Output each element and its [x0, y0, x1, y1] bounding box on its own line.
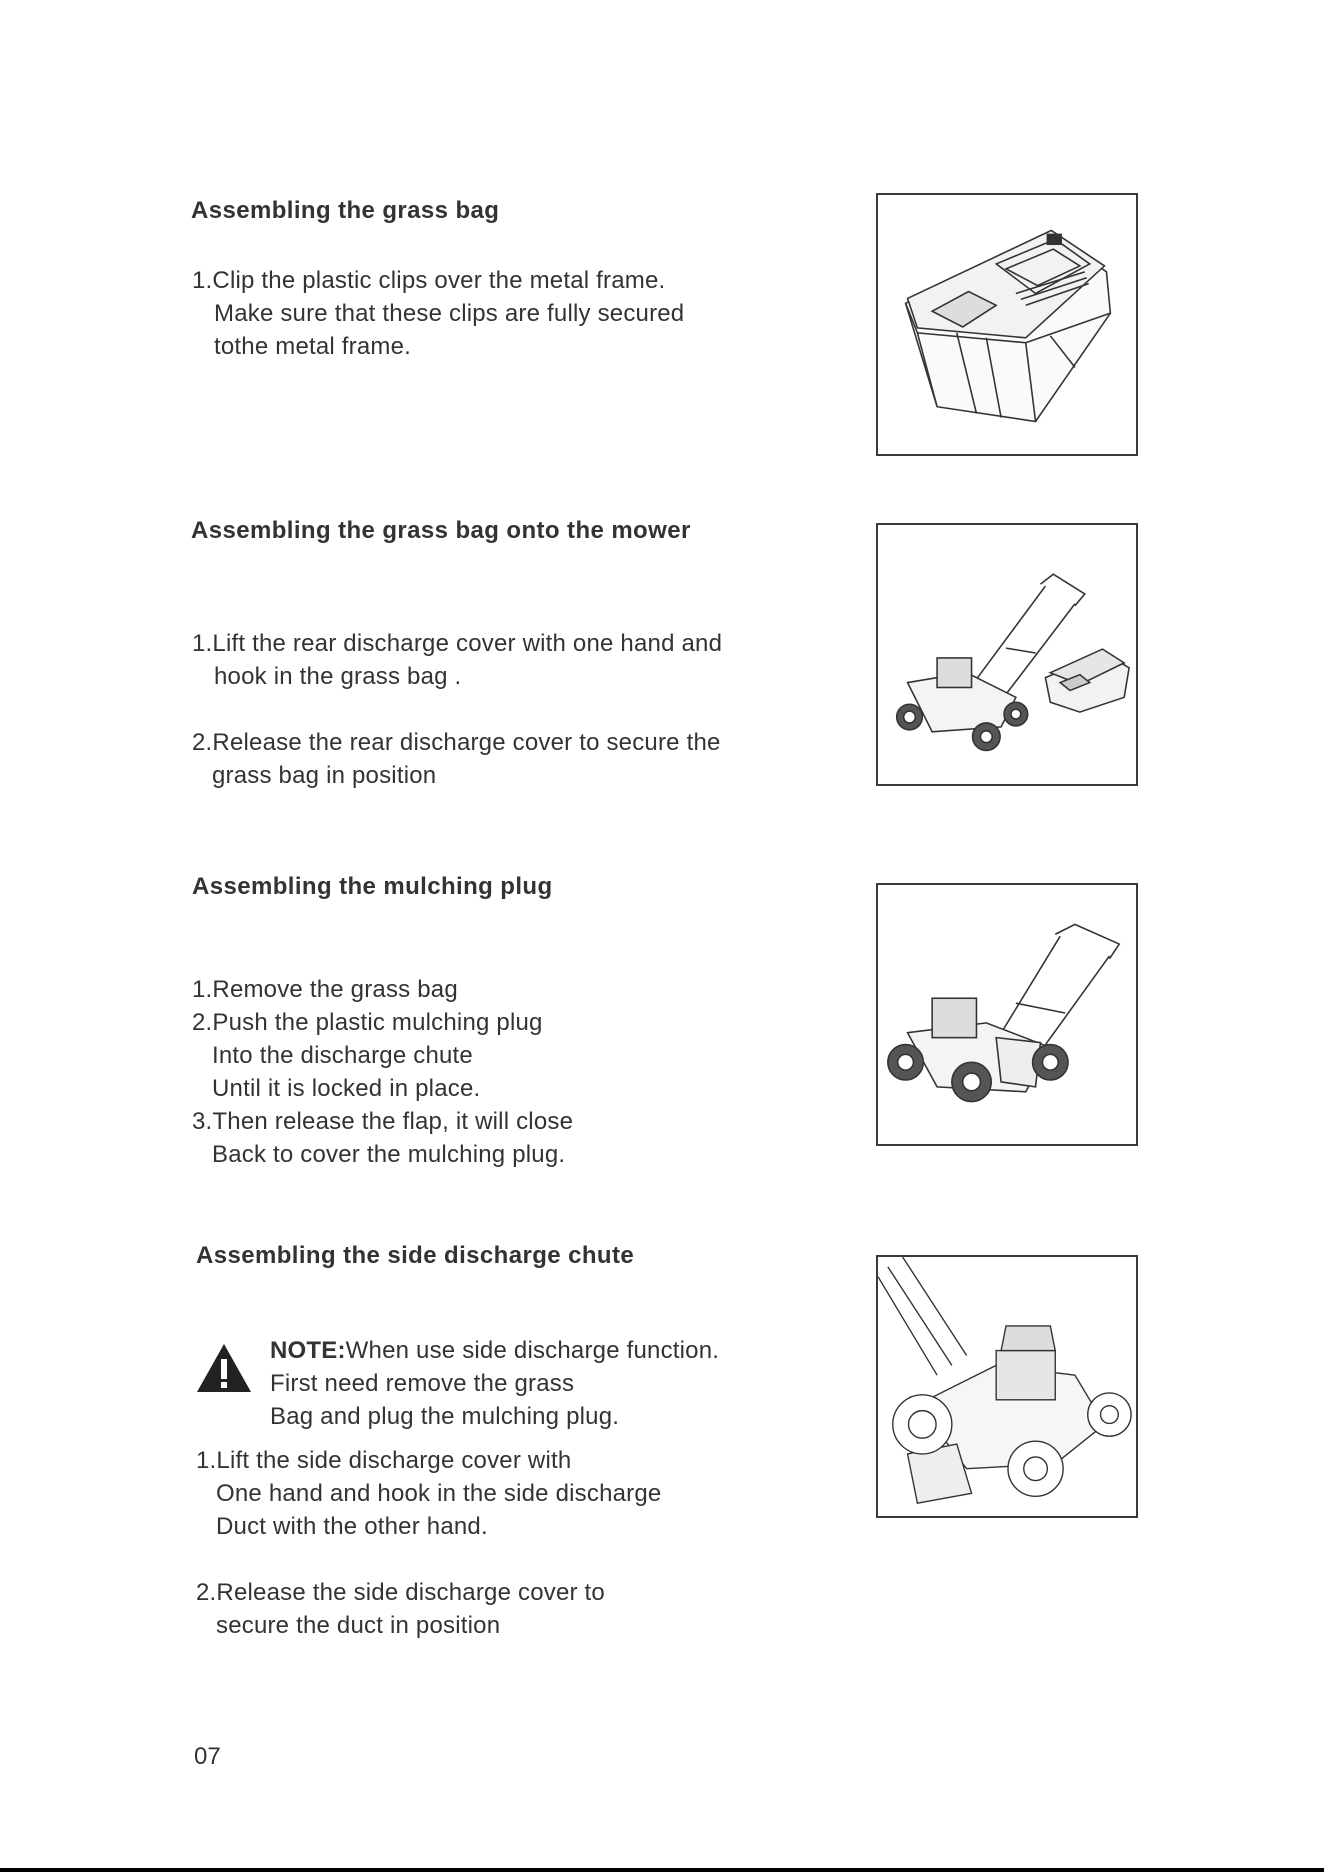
- step-line: hook in the grass bag .: [214, 663, 462, 690]
- side-discharge-illustration: [876, 1255, 1138, 1518]
- note-text: When use side discharge function.: [345, 1337, 720, 1364]
- note-label: NOTE:: [270, 1337, 346, 1364]
- step-line: One hand and hook in the side discharge: [216, 1480, 662, 1507]
- step-line: 2.Release the rear discharge cover to secure the: [192, 729, 721, 756]
- step-line: secure the duct in position: [216, 1612, 501, 1639]
- mower-and-grass-bag-illustration: [876, 523, 1138, 786]
- step-line: Duct with the other hand.: [216, 1513, 488, 1540]
- note-line: First need remove the grass: [270, 1370, 575, 1397]
- step-line: tothe metal frame.: [214, 333, 412, 360]
- note-line: [270, 1337, 719, 1365]
- step-line: 3.Then release the flap, it will close: [192, 1108, 574, 1135]
- warning-triangle-icon: [195, 1342, 253, 1394]
- step-line: Into the discharge chute: [212, 1042, 473, 1069]
- note-line: Bag and plug the mulching plug.: [270, 1403, 620, 1430]
- section-heading-bag-onto-mower: Assembling the grass bag onto the mower: [191, 517, 691, 544]
- step-line: 2.Release the side discharge cover to: [196, 1579, 605, 1606]
- step-line: 1.Lift the rear discharge cover with one hand and: [192, 630, 723, 657]
- mower-mulching-illustration: [876, 883, 1138, 1146]
- step-line: Make sure that these clips are fully secured: [214, 300, 685, 327]
- step-line: 2.Push the plastic mulching plug: [192, 1009, 543, 1036]
- section-heading-side-discharge: Assembling the side discharge chute: [196, 1242, 635, 1269]
- step-line: 1.Lift the side discharge cover with: [196, 1447, 572, 1474]
- step-line: 1.Clip the plastic clips over the metal frame.: [192, 267, 666, 294]
- grass-bag-illustration: [876, 193, 1138, 456]
- section-heading-grass-bag: Assembling the grass bag: [191, 197, 500, 224]
- step-line: Back to cover the mulching plug.: [212, 1141, 566, 1168]
- step-line: 1.Remove the grass bag: [192, 976, 458, 1003]
- bottom-rule: [0, 1868, 1324, 1872]
- page-number: 07: [194, 1743, 221, 1770]
- section-heading-mulching-plug: Assembling the mulching plug: [192, 873, 553, 900]
- step-line: grass bag in position: [212, 762, 437, 789]
- step-line: Until it is locked in place.: [212, 1075, 481, 1102]
